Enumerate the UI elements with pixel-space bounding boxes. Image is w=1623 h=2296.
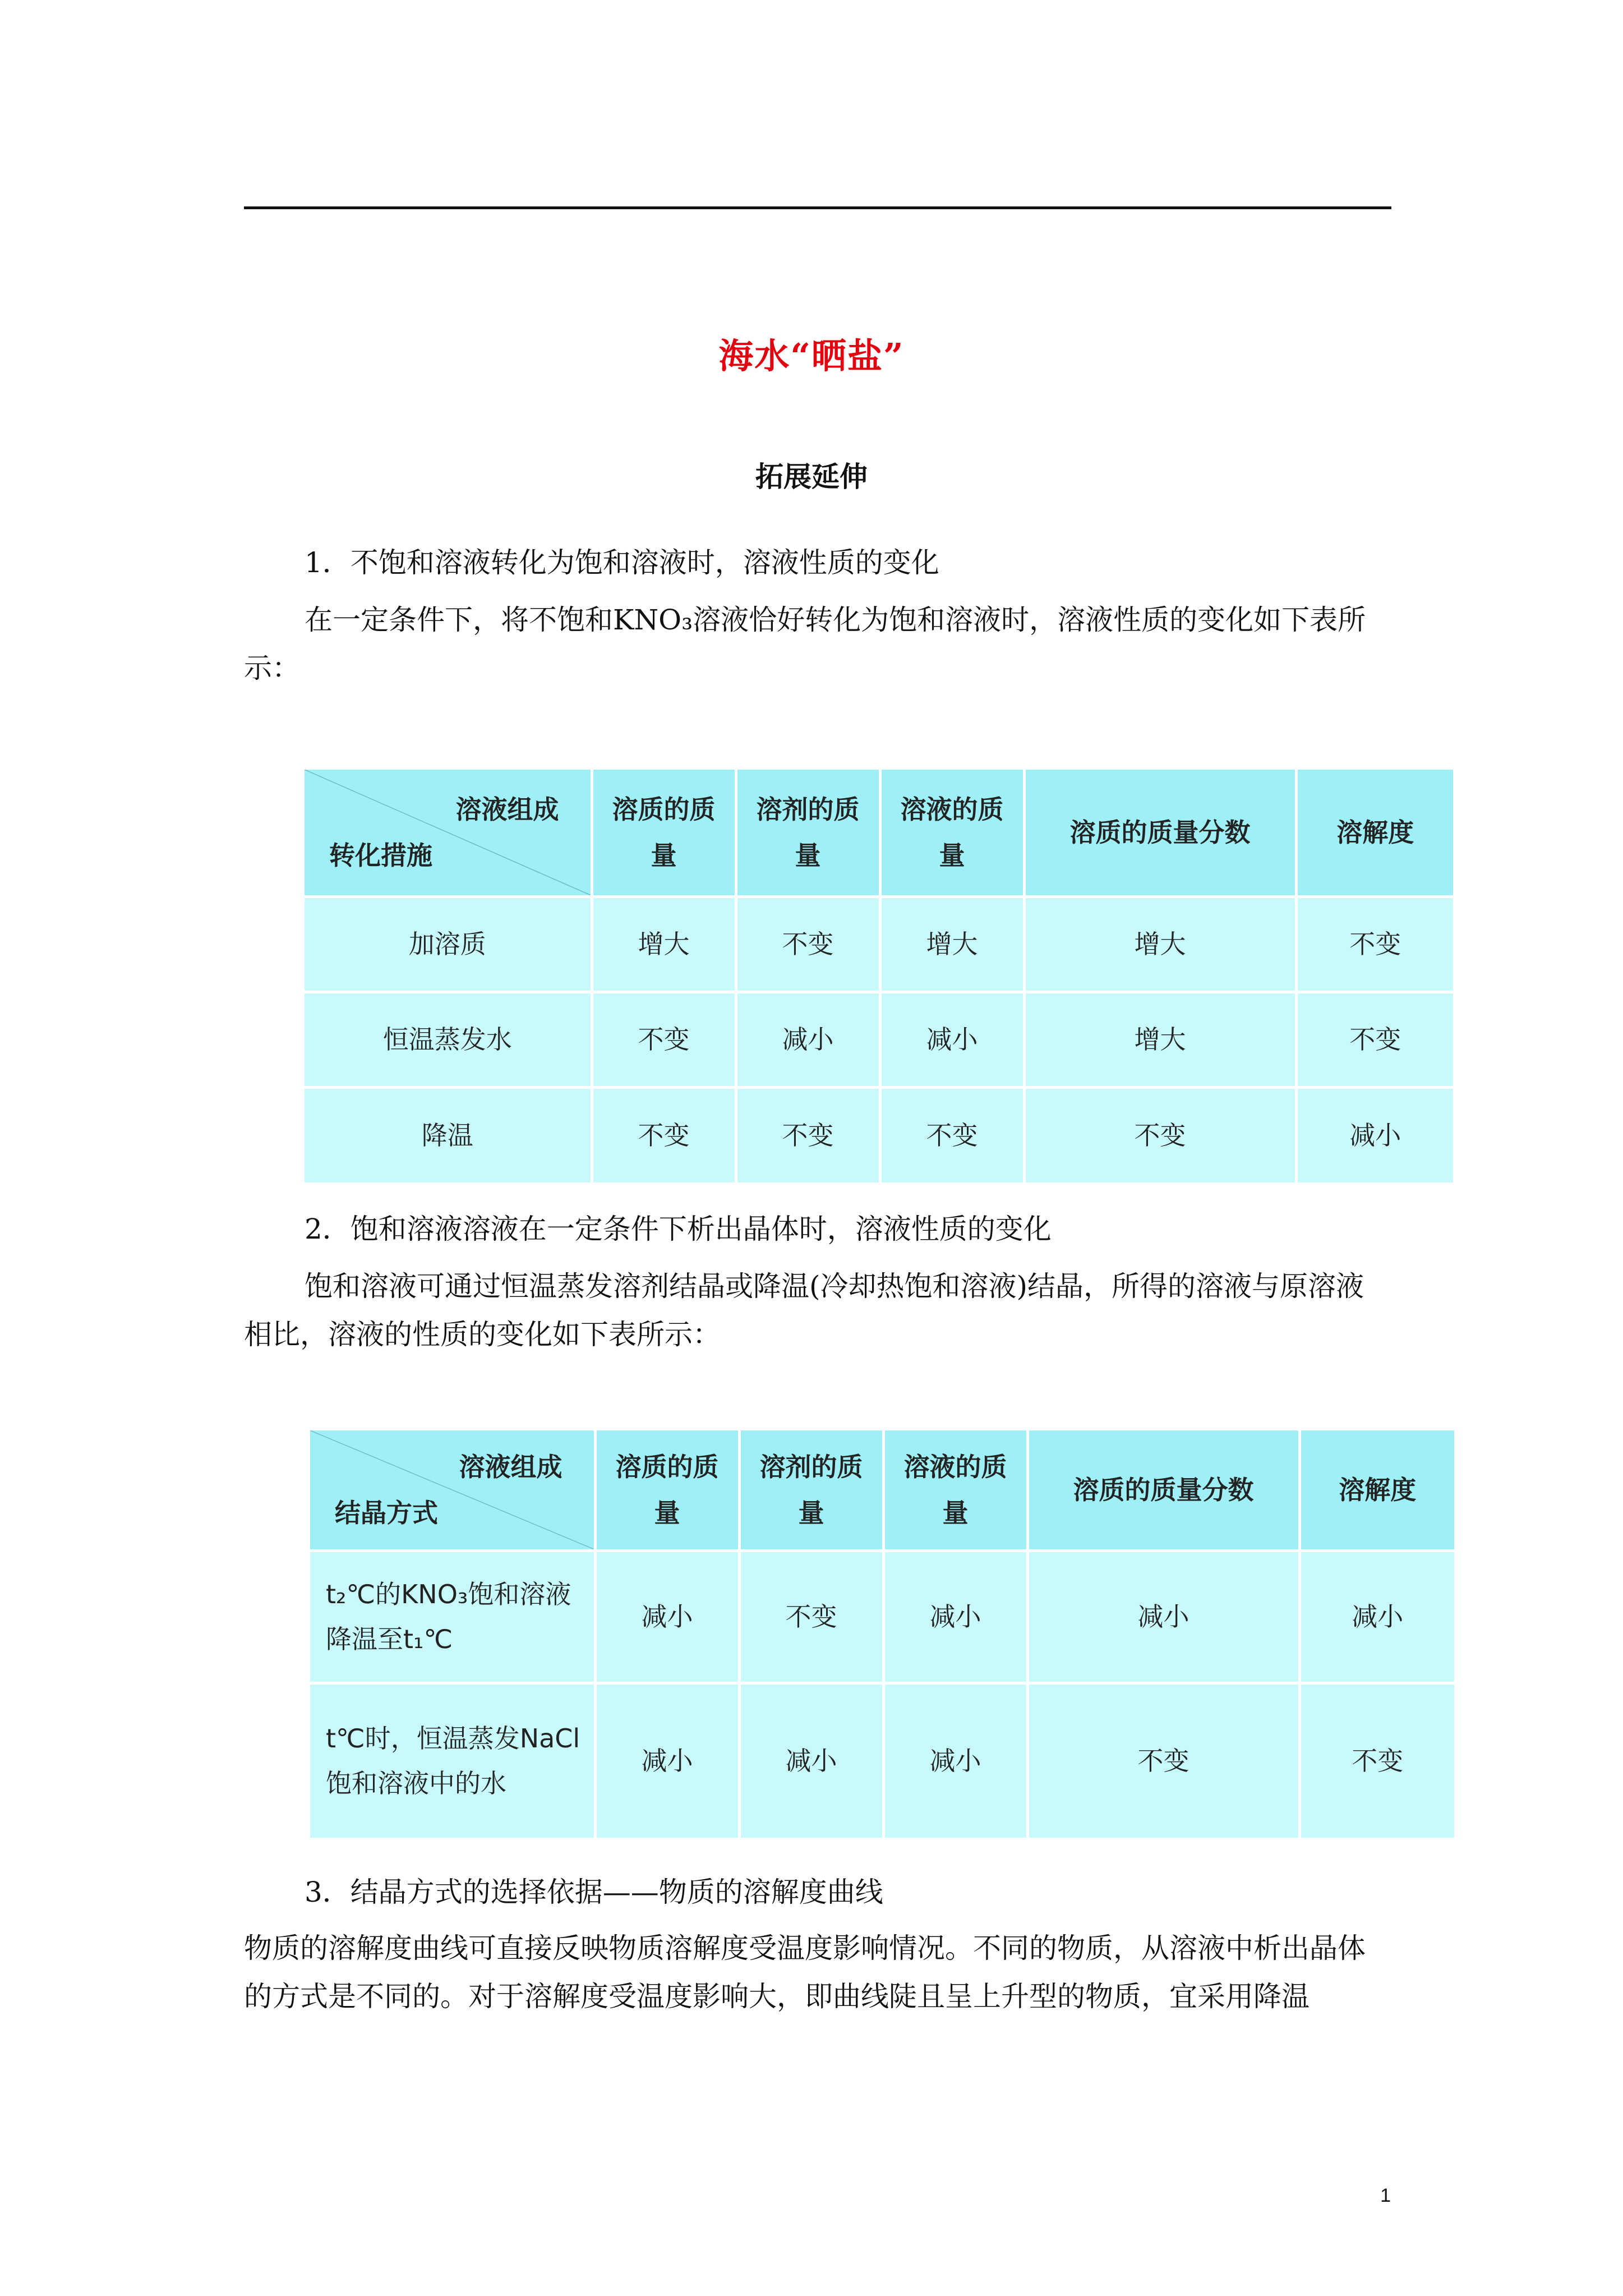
- table-cell: 不变: [592, 1087, 736, 1182]
- table-corner-cell: [310, 1430, 595, 1550]
- corner-top-label: 溶液组成: [455, 794, 559, 825]
- table-row: [310, 1683, 1454, 1838]
- table-header-row: [310, 1430, 1454, 1550]
- table-cell: 减小: [595, 1683, 739, 1838]
- section-subtitle: 拓展延伸: [755, 460, 868, 493]
- table-conversion: [305, 770, 1453, 1182]
- section3-heading: 3．结晶方式的选择依据——物质的溶解度曲线: [305, 1876, 883, 1908]
- header-cell: 溶解度: [1299, 1430, 1454, 1550]
- table-cell: 减小: [883, 1683, 1027, 1838]
- table-header-row: [305, 770, 1453, 896]
- table-row: [305, 992, 1453, 1087]
- table-cell: 减小: [1027, 1550, 1299, 1683]
- table-cell: 减小: [1296, 1087, 1453, 1182]
- row-label: 降温: [305, 1087, 592, 1182]
- row-label: t℃时，恒温蒸发NaCl饱和溶液中的水: [310, 1683, 595, 1838]
- table-cell: 不变: [880, 1087, 1024, 1182]
- table-cell: 不变: [736, 1087, 880, 1182]
- table-cell: 不变: [1299, 1683, 1454, 1838]
- header-rule: [244, 206, 1391, 209]
- table-cell: 不变: [592, 992, 736, 1087]
- table-corner-cell: [305, 770, 592, 896]
- header-cell: 溶质的质量分数: [1027, 1430, 1299, 1550]
- row-label: t₂℃的KNO₃饱和溶液降温至t₁℃: [310, 1550, 595, 1683]
- header-cell: 溶液的质量: [883, 1430, 1027, 1550]
- page-title: 海水“晒盐”: [718, 335, 905, 376]
- section2-heading: 2．饱和溶液溶液在一定条件下析出晶体时，溶液性质的变化: [305, 1213, 1052, 1245]
- table-cell: 增大: [1024, 896, 1296, 992]
- table-cell: 不变: [1027, 1683, 1299, 1838]
- table-cell: 减小: [880, 992, 1024, 1087]
- table-cell: 不变: [739, 1550, 883, 1683]
- corner-bottom-label: 转化措施: [329, 840, 432, 871]
- table-cell: 不变: [736, 896, 880, 992]
- diagonal-line: [310, 1430, 594, 1549]
- table-row: [310, 1550, 1454, 1683]
- header-cell: 溶质的质量分数: [1024, 770, 1296, 896]
- table-cell: 不变: [1296, 992, 1453, 1087]
- table-crystallization: [310, 1430, 1454, 1838]
- header-cell: 溶液的质量: [880, 770, 1024, 896]
- table-row: [305, 896, 1453, 992]
- row-label: 加溶质: [305, 896, 592, 992]
- header-cell: 溶剂的质量: [739, 1430, 883, 1550]
- table-row: [305, 1087, 1453, 1182]
- section1-heading: 1．不饱和溶液转化为饱和溶液时，溶液性质的变化: [305, 546, 939, 579]
- header-cell: 溶剂的质量: [736, 770, 880, 896]
- corner-top-label: 溶液组成: [459, 1451, 562, 1482]
- corner-bottom-label: 结晶方式: [335, 1497, 438, 1528]
- table-cell: 减小: [739, 1683, 883, 1838]
- header-cell: 溶质的质量: [592, 770, 736, 896]
- row-label: 恒温蒸发水: [305, 992, 592, 1087]
- table-cell: 增大: [592, 896, 736, 992]
- table-cell: 增大: [880, 896, 1024, 992]
- table-cell: 减小: [883, 1550, 1027, 1683]
- table-cell: 减小: [1299, 1550, 1454, 1683]
- diagonal-line: [305, 770, 591, 895]
- section1-body: 在一定条件下，将不饱和KNO₃溶液恰好转化为饱和溶液时，溶液性质的变化如下表所示：: [244, 604, 1366, 684]
- table-cell: 减小: [595, 1550, 739, 1683]
- table-cell: 增大: [1024, 992, 1296, 1087]
- page-number: 1: [1380, 2185, 1391, 2206]
- header-cell: 溶质的质量: [595, 1430, 739, 1550]
- table-cell: 减小: [736, 992, 880, 1087]
- table-cell: 不变: [1024, 1087, 1296, 1182]
- section2-body: 饱和溶液可通过恒温蒸发溶剂结晶或降温(冷却热饱和溶液)结晶，所得的溶液与原溶液相比，溶液的性质的变化如下表所示：: [244, 1270, 1364, 1351]
- header-cell: 溶解度: [1296, 770, 1453, 896]
- section3-body: 物质的溶解度曲线可直接反映物质溶解度受温度影响情况。不同的物质，从溶液中析出晶体的方式是不同的。对于溶解度受温度影响大，即曲线陡且呈上升型的物质，宜采用降温: [244, 1932, 1366, 2013]
- table-cell: 不变: [1296, 896, 1453, 992]
